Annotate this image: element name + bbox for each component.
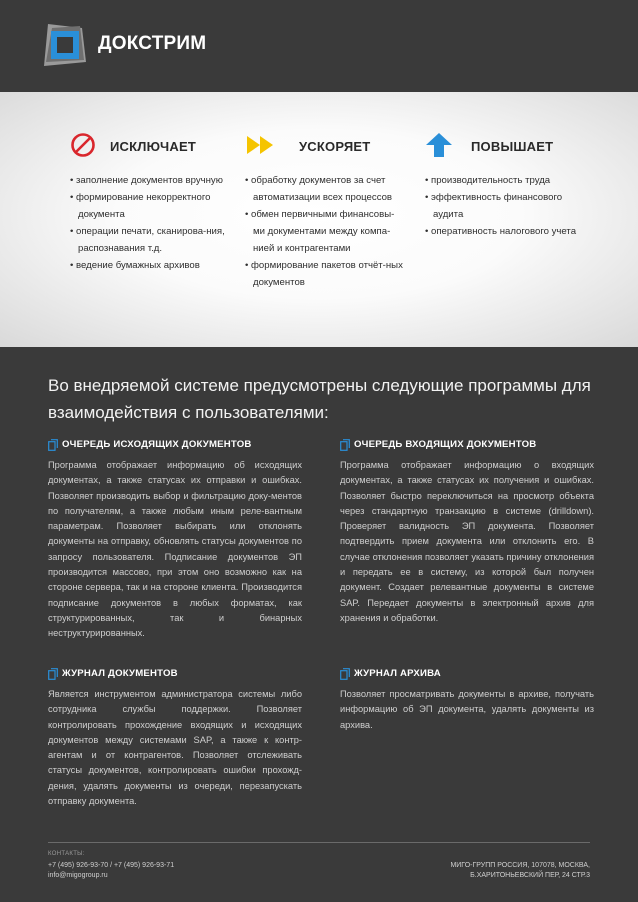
feature-list <box>245 172 405 291</box>
feature-title: ПОВЫШАЕТ <box>471 139 554 154</box>
section-title: ЖУРНАЛ АРХИВА <box>354 668 441 679</box>
feature-improves <box>425 132 585 240</box>
section-text: Позволяет просматривать документы в архиве, получать информацию об ЭП документа, удалять документы из архива. <box>340 689 594 730</box>
features-band <box>0 92 638 347</box>
section-incoming-queue <box>340 438 594 626</box>
feature-list <box>425 172 585 240</box>
address-line-2: Б.ХАРИТОНЬЕВСКИЙ ПЕР, 24 СТР.3 <box>470 872 590 879</box>
feature-excludes <box>70 132 235 274</box>
list-item: • обмен первичными финансовы-ми документами между компа-нией и контрагентами <box>245 206 405 257</box>
contact-email[interactable]: info@migogroup.ru <box>48 872 108 879</box>
intro-heading: Во внедряемой системе предусмотрены следующие программы для взаимодействия с пользователями: <box>48 376 591 422</box>
section-archive-journal <box>340 667 594 733</box>
list-item: • обработку документов за счет автоматизации всех процессов <box>245 172 405 206</box>
section-text: Программа отображает информацию об исходящих документах, а также статусах их отправки и ошибках. Позволяет производить выбор и фильтрацию доку-ментов по получателям, а также любым иным реле-вантным параметрам. Позволяет выбирать или отклонять документы на отправку, обновлять статусы документов по запросу пользователя. Подписание документов ЭП производится массово, при этом оно возможно как на стороне сервера, так и на стороне клиента. Производится подписание документов в любых форматах, как структурированных, так и бинарных неструктурированных. <box>48 460 302 639</box>
logo-icon <box>42 22 88 68</box>
feature-list <box>70 172 235 274</box>
prohibited-icon <box>70 132 98 158</box>
section-outgoing-queue <box>48 438 302 642</box>
feature-accelerates <box>245 132 405 291</box>
section-title: ЖУРНАЛ ДОКУМЕНТОВ <box>62 668 178 679</box>
contact-phones: +7 (495) 926-93-70 / +7 (495) 926-93-71 <box>48 862 175 869</box>
section-title: ОЧЕРЕДЬ ИСХОДЯЩИХ ДОКУМЕНТОВ <box>62 439 252 450</box>
section-title: ОЧЕРЕДЬ ВХОДЯЩИХ ДОКУМЕНТОВ <box>354 439 537 450</box>
section-text: Программа отображает информацию о входящих документах, а также статусах их получения и ошибках. Позволяет быстро переключиться на просмотр объекта через стандартную транзакцию в системе (drilldown). Проверяет валидность ЭП документа. Позволяет подтвердить прием документа или отклонить его. В случае отклонения позволяет указать причину отклонения и передать ее в систему, из которой был получен документ. Создает релевантные документы в системе SAP. Передает документы в электронный архив для хранения и обработки. <box>340 460 594 623</box>
document-icon <box>340 439 350 451</box>
list-item: • формирование некорректного документа <box>70 189 235 223</box>
list-item: • производительность труда <box>425 172 585 189</box>
fast-forward-icon <box>245 132 279 158</box>
document-icon <box>340 668 350 680</box>
contacts-label: КОНТАКТЫ: <box>48 851 85 857</box>
address-line-1: МИГО-ГРУПП РОССИЯ, 107078, МОСКВА, <box>450 862 590 869</box>
arrow-up-icon <box>425 132 453 158</box>
list-item: • операции печати, сканирова-ния, распознавания т.д. <box>70 223 235 257</box>
list-item: • оперативность налогового учета <box>425 223 585 240</box>
footer-divider <box>48 842 590 843</box>
header <box>0 0 638 92</box>
brand-name: ДОКСТРИМ <box>98 33 207 54</box>
section-text: Является инструментом администратора системы либо сотрудника службы поддержки. Позволяет контролировать прохождение входящих и исходящих документов между системами SAP, а также к контр-агентам и от контрагентов. Позволяет отслеживать статусы документов, контролировать ошибки прохожд-дения, удалять документы из очереди, перезапускать отправку документа. <box>48 689 302 807</box>
feature-title: ИСКЛЮЧАЕТ <box>110 139 196 154</box>
feature-title: УСКОРЯЕТ <box>299 139 371 154</box>
list-item: • заполнение документов вручную <box>70 172 235 189</box>
document-icon <box>48 439 58 451</box>
list-item: • формирование пакетов отчёт-ных документов <box>245 257 405 291</box>
list-item: • эффективность финансового аудита <box>425 189 585 223</box>
list-item: • ведение бумажных архивов <box>70 257 235 274</box>
document-icon <box>48 668 58 680</box>
section-document-journal <box>48 667 302 809</box>
